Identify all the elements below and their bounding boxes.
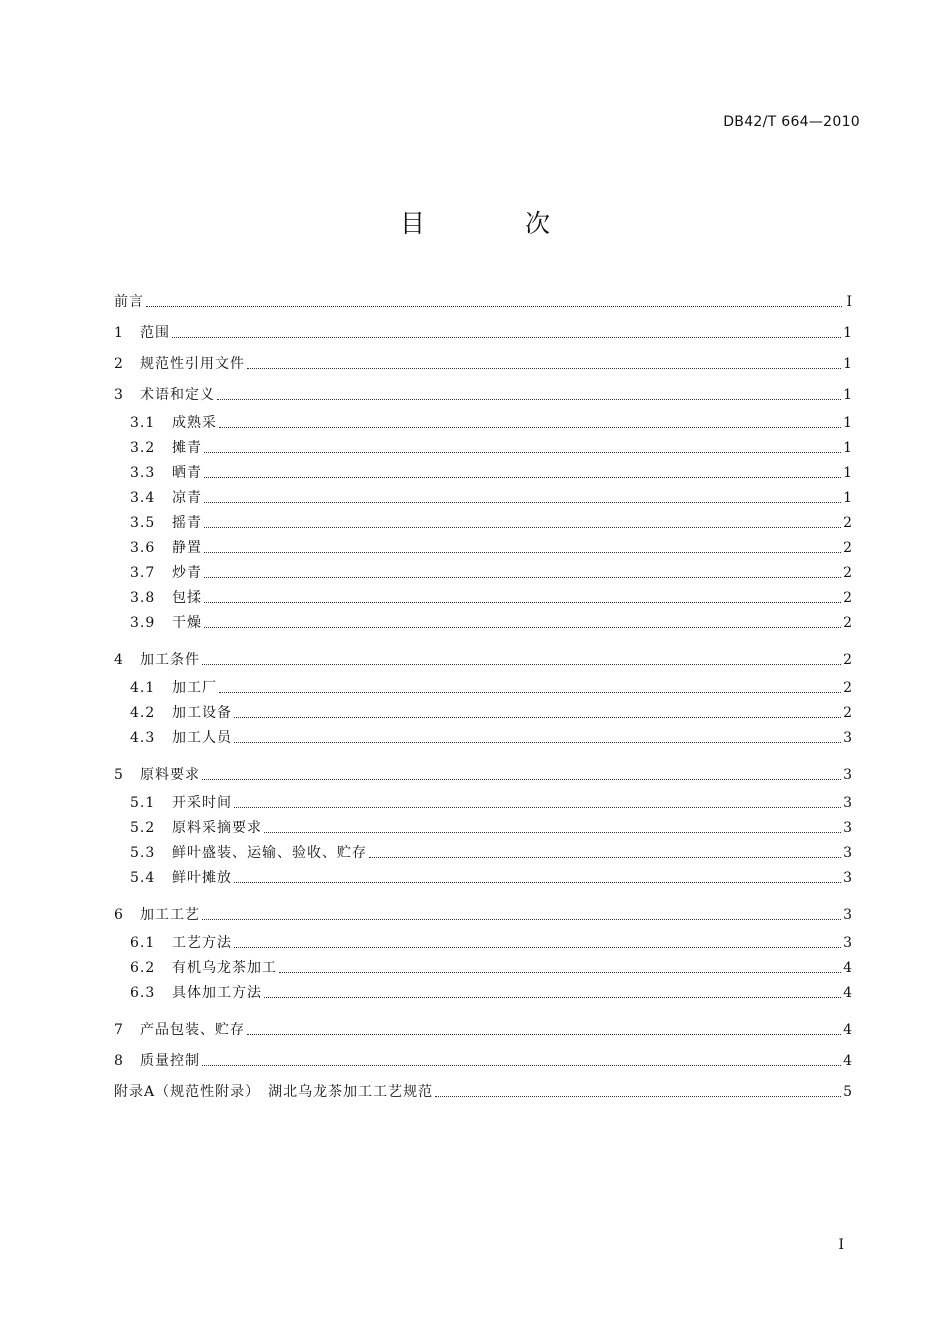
toc-entry-page: 1 [843,440,852,456]
toc-dot-leader [217,398,841,400]
toc-entry-page: 4 [843,985,852,1001]
toc-entry-label: 范围 [140,325,170,341]
toc-entry-page: 4 [843,1053,852,1069]
toc-entry-page: 3 [843,730,852,746]
toc-dot-leader [202,1064,841,1066]
toc-entry-label: 附录A（规范性附录） 湖北乌龙茶加工工艺规范 [114,1084,434,1100]
toc-entry-page: 4 [843,1022,852,1038]
toc-entry[interactable] [114,697,852,722]
toc-entry[interactable] [114,432,852,457]
toc-entry-number: 8 [114,1053,124,1069]
toc-entry-number: 2 [114,356,124,372]
toc-entry-number: 6.1 [130,935,156,951]
toc-entry-number: 1 [114,325,124,341]
toc-entry-number: 3.5 [130,515,156,531]
toc-entry-label: 规范性引用文件 [140,356,245,372]
toc-entry-page: 3 [843,935,852,951]
toc-dot-leader [279,971,841,973]
toc-entry-page: 3 [843,795,852,811]
toc-dot-leader [247,367,841,369]
toc-entry[interactable] [114,507,852,532]
toc-entry-number: 5 [114,767,124,783]
toc-dot-leader [204,451,841,453]
toc-entry-label: 加工厂 [172,680,217,696]
toc-entry-number: 5.2 [130,820,156,836]
toc-entry[interactable] [114,1008,852,1039]
toc-entry-page: 3 [843,845,852,861]
toc-entry-label: 摊青 [172,440,202,456]
toc-entry-page: 4 [843,960,852,976]
toc-entry-page: 3 [843,767,852,783]
toc-dot-leader [264,996,841,998]
toc-entry-page: 2 [843,615,852,631]
toc-entry-label: 质量控制 [140,1053,200,1069]
toc-entry-number: 5.1 [130,795,156,811]
toc-dot-leader [146,305,842,307]
toc-entry[interactable] [114,753,852,784]
toc-entry-page: 2 [843,515,852,531]
toc-entry-number: 3.4 [130,490,156,506]
toc-entry-page: 2 [843,590,852,606]
toc-entry-number: 6.3 [130,985,156,1001]
toc-entry[interactable] [114,557,852,582]
toc-entry-page: 1 [843,387,852,403]
toc-entry-page: 3 [843,820,852,836]
toc-entry-page: 1 [843,490,852,506]
toc-entry-label: 包揉 [172,590,202,606]
toc-dot-leader [202,778,841,780]
toc-entry[interactable] [114,311,852,342]
toc-entry[interactable] [114,286,852,311]
toc-dot-leader [204,526,841,528]
toc-entry[interactable] [114,1039,852,1070]
toc-entry-number: 6 [114,907,124,923]
toc-entry[interactable] [114,638,852,669]
toc-title: 目 次 [400,209,596,238]
toc-entry-number: 4.1 [130,680,156,696]
toc-dot-leader [202,918,841,920]
toc-dot-leader [234,716,841,718]
toc-dot-leader [172,336,841,338]
toc-entry[interactable] [114,457,852,482]
toc-entry-page: I [846,294,852,310]
toc-entry-label: 原料要求 [140,767,200,783]
toc-dot-leader [219,426,841,428]
toc-entry-number: 7 [114,1022,124,1038]
toc-dot-leader [234,806,841,808]
toc-dot-leader [204,576,841,578]
toc-entry-number: 5.4 [130,870,156,886]
toc-entry-label: 炒青 [172,565,202,581]
toc-entry-number: 3.2 [130,440,156,456]
toc-dot-leader [204,476,841,478]
toc-entry[interactable] [114,1070,852,1101]
toc-dot-leader [202,663,841,665]
toc-entry[interactable] [114,977,852,1002]
toc-dot-leader [234,946,841,948]
toc-dot-leader [234,881,841,883]
toc-entry-label: 加工工艺 [140,907,200,923]
toc-dot-leader [435,1095,841,1097]
toc-dot-leader [219,691,841,693]
toc-entry-number: 5.3 [130,845,156,861]
toc-entry-page: 2 [843,565,852,581]
toc-entry-page: 5 [843,1084,852,1100]
toc-entry-label: 干燥 [172,615,202,631]
toc-entry-label: 产品包装、贮存 [140,1022,245,1038]
toc-entry-number: 3.3 [130,465,156,481]
toc-dot-leader [264,831,841,833]
toc-entry-label: 晒青 [172,465,202,481]
toc-entry-label: 原料采摘要求 [172,820,262,836]
toc-entry-label: 成熟采 [172,415,217,431]
toc-dot-leader [204,626,841,628]
toc-entry-number: 4.2 [130,705,156,721]
toc-entry[interactable] [114,924,852,952]
toc-entry[interactable] [114,837,852,862]
toc-entry-page: 3 [843,907,852,923]
toc-dot-leader [234,741,841,743]
toc-entry-page: 1 [843,325,852,341]
toc-entry-page: 1 [843,465,852,481]
toc-entry-page: 2 [843,652,852,668]
toc-entry-page: 1 [843,415,852,431]
toc-entry[interactable] [114,812,852,837]
toc-entry-number: 4 [114,652,124,668]
toc-entry-label: 具体加工方法 [172,985,262,1001]
toc-entry-label: 开采时间 [172,795,232,811]
toc-entry-label: 术语和定义 [140,387,215,403]
toc-entry-number: 3.8 [130,590,156,606]
toc-entry-page: 2 [843,680,852,696]
toc-dot-leader [247,1033,841,1035]
toc-entry[interactable] [114,952,852,977]
document-code: DB42/T 664—2010 [723,114,860,130]
toc-entry-label: 摇青 [172,515,202,531]
toc-entry[interactable] [114,722,852,747]
footer-page-number: I [838,1237,844,1253]
toc-entry-label: 加工条件 [140,652,200,668]
toc-entry[interactable] [114,669,852,697]
toc-entry-label: 鲜叶摊放 [172,870,232,886]
toc-dot-leader [204,601,841,603]
toc-entry-number: 3.1 [130,415,156,431]
toc-entry-label: 前言 [114,294,144,310]
toc-entry[interactable] [114,342,852,373]
toc-entry-page: 2 [843,540,852,556]
toc-entry-label: 工艺方法 [172,935,232,951]
toc-entry-label: 加工设备 [172,705,232,721]
toc-entry-number: 6.2 [130,960,156,976]
toc-entry[interactable] [114,404,852,432]
toc-entry-number: 3.6 [130,540,156,556]
toc-entry-page: 1 [843,356,852,372]
toc-entry-number: 4.3 [130,730,156,746]
toc-entry-label: 有机乌龙茶加工 [172,960,277,976]
toc-entry-number: 3 [114,387,124,403]
toc-entry[interactable] [114,784,852,812]
toc-entry[interactable] [114,582,852,607]
toc-dot-leader [369,856,841,858]
toc-entry-label: 鲜叶盛装、运输、验收、贮存 [172,845,367,861]
toc-dot-leader [204,551,841,553]
toc-entry-label: 静置 [172,540,202,556]
toc-list [114,286,852,1101]
toc-entry-number: 3.9 [130,615,156,631]
toc-entry-number: 3.7 [130,565,156,581]
toc-entry[interactable] [114,862,852,887]
toc-entry-page: 3 [843,870,852,886]
toc-dot-leader [204,501,841,503]
toc-entry[interactable] [114,373,852,404]
toc-entry[interactable] [114,893,852,924]
toc-entry[interactable] [114,482,852,507]
toc-entry[interactable] [114,532,852,557]
toc-entry-label: 凉青 [172,490,202,506]
toc-entry[interactable] [114,607,852,632]
toc-entry-page: 2 [843,705,852,721]
toc-entry-label: 加工人员 [172,730,232,746]
